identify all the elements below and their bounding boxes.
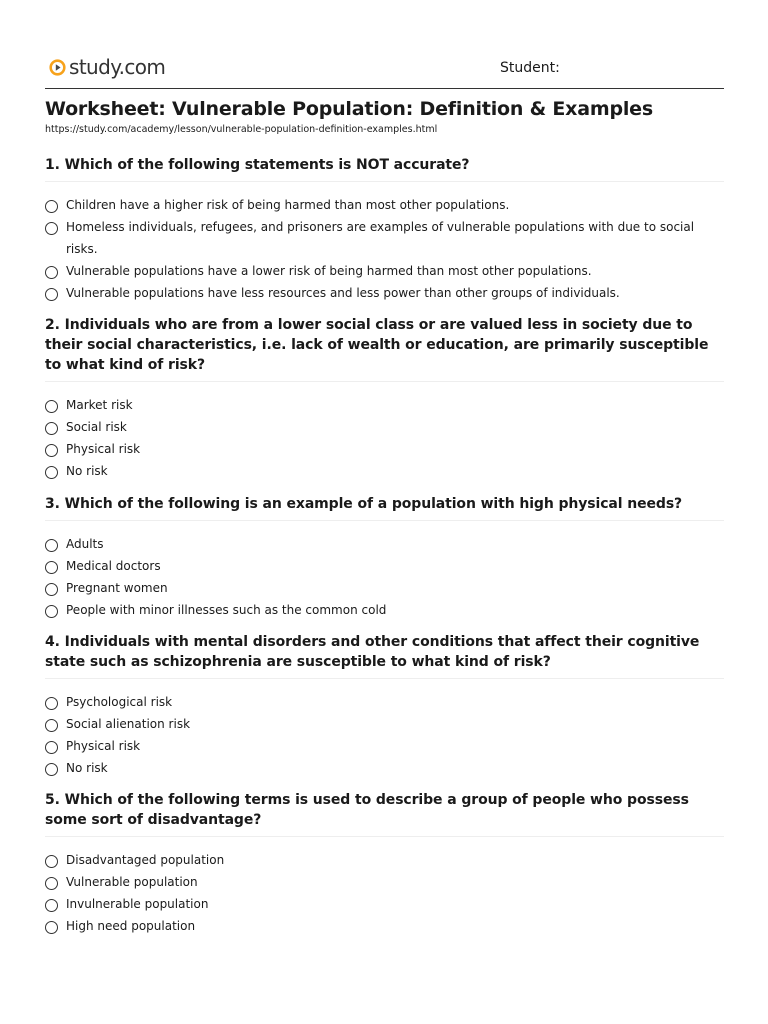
radio-button-icon[interactable]	[45, 266, 58, 279]
answer-label: Social alienation risk	[66, 717, 191, 731]
answer-label: Vulnerable populations have less resources and less power than other groups of individuals.	[66, 286, 620, 300]
answer-option[interactable]	[45, 893, 724, 915]
answer-options	[45, 194, 724, 304]
question-3	[45, 494, 724, 621]
radio-button-icon[interactable]	[45, 697, 58, 710]
radio-button-icon[interactable]	[45, 400, 58, 413]
radio-button-icon[interactable]	[45, 899, 58, 912]
question-text: 1. Which of the following statements is NOT accurate?	[45, 155, 724, 182]
radio-button-icon[interactable]	[45, 444, 58, 457]
radio-button-icon[interactable]	[45, 855, 58, 868]
answer-label: No risk	[66, 464, 108, 478]
answer-label: Psychological risk	[66, 695, 173, 709]
answer-label: Vulnerable populations have a lower risk of being harmed than most other populations.	[66, 264, 592, 278]
answer-option[interactable]	[45, 282, 724, 304]
answer-option[interactable]	[45, 691, 724, 713]
radio-button-icon[interactable]	[45, 719, 58, 732]
question-5	[45, 790, 724, 937]
radio-button-icon[interactable]	[45, 921, 58, 934]
answer-option[interactable]	[45, 194, 724, 216]
radio-button-icon[interactable]	[45, 583, 58, 596]
logo-text: study.com	[69, 55, 166, 79]
question-2	[45, 315, 724, 482]
answer-option[interactable]	[45, 394, 724, 416]
answer-label: Social risk	[66, 420, 127, 434]
answer-label: Invulnerable population	[66, 897, 209, 911]
radio-button-icon[interactable]	[45, 288, 58, 301]
answer-label: Medical doctors	[66, 559, 161, 573]
answer-option[interactable]	[45, 216, 724, 260]
worksheet-title: Worksheet: Vulnerable Population: Definition & Examples	[45, 98, 653, 120]
radio-button-icon[interactable]	[45, 763, 58, 776]
question-text: 2. Individuals who are from a lower social class or are valued less in society due to their social characteristics, i.e. lack of wealth or education, are primarily susceptible to what kind of risk?	[45, 315, 724, 382]
answer-label: Homeless individuals, refugees, and prisoners are examples of vulnerable populations with due to social risks.	[66, 220, 695, 256]
radio-button-icon[interactable]	[45, 222, 58, 235]
study-logo[interactable]	[49, 53, 165, 81]
radio-button-icon[interactable]	[45, 605, 58, 618]
answer-label: Disadvantaged population	[66, 853, 225, 867]
answer-option[interactable]	[45, 713, 724, 735]
answer-options	[45, 394, 724, 482]
answer-label: People with minor illnesses such as the common cold	[66, 603, 387, 617]
answer-label: Physical risk	[66, 739, 141, 753]
answer-option[interactable]	[45, 757, 724, 779]
answer-option[interactable]	[45, 599, 724, 621]
answer-options	[45, 849, 724, 937]
answer-option[interactable]	[45, 735, 724, 757]
answer-label: Adults	[66, 537, 104, 551]
radio-button-icon[interactable]	[45, 539, 58, 552]
radio-button-icon[interactable]	[45, 561, 58, 574]
radio-button-icon[interactable]	[45, 741, 58, 754]
radio-button-icon[interactable]	[45, 466, 58, 479]
answer-label: Vulnerable population	[66, 875, 198, 889]
answer-option[interactable]	[45, 849, 724, 871]
answer-option[interactable]	[45, 577, 724, 599]
answer-option[interactable]	[45, 555, 724, 577]
answer-option[interactable]	[45, 438, 724, 460]
answer-option[interactable]	[45, 460, 724, 482]
answer-label: Pregnant women	[66, 581, 168, 595]
question-4	[45, 632, 724, 779]
lesson-url[interactable]: https://study.com/academy/lesson/vulnerable-population-definition-examples.html	[45, 124, 438, 135]
worksheet-header	[45, 52, 724, 89]
answer-option[interactable]	[45, 260, 724, 282]
question-text: 5. Which of the following terms is used to describe a group of people who possess some sort of disadvantage?	[45, 790, 724, 837]
radio-button-icon[interactable]	[45, 422, 58, 435]
answer-label: Market risk	[66, 398, 133, 412]
question-text: 3. Which of the following is an example of a population with high physical needs?	[45, 494, 724, 521]
answer-options	[45, 533, 724, 621]
answer-option[interactable]	[45, 915, 724, 937]
play-circle-icon	[49, 59, 66, 76]
question-1	[45, 155, 724, 304]
answer-label: No risk	[66, 761, 108, 775]
answer-label: Physical risk	[66, 442, 141, 456]
answer-label: High need population	[66, 919, 196, 933]
answer-label: Children have a higher risk of being harmed than most other populations.	[66, 198, 510, 212]
student-label: Student:	[500, 60, 560, 76]
answer-option[interactable]	[45, 533, 724, 555]
radio-button-icon[interactable]	[45, 200, 58, 213]
answer-option[interactable]	[45, 416, 724, 438]
answer-options	[45, 691, 724, 779]
question-text: 4. Individuals with mental disorders and other conditions that affect their cognitive state such as schizophrenia are susceptible to what kind of risk?	[45, 632, 724, 679]
answer-option[interactable]	[45, 871, 724, 893]
radio-button-icon[interactable]	[45, 877, 58, 890]
